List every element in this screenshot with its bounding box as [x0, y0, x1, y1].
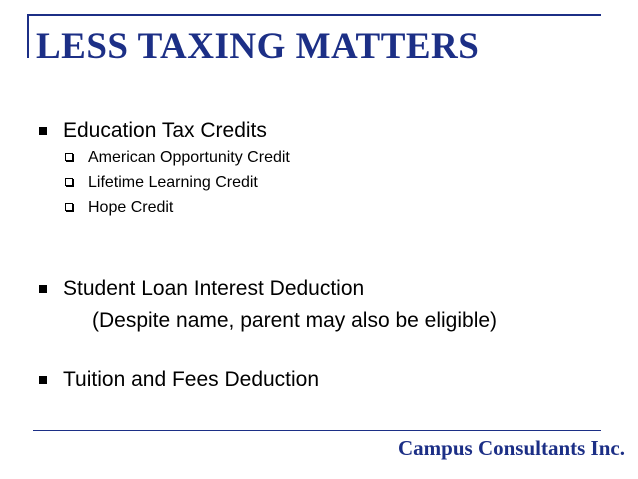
- bottom-rule: [33, 430, 601, 431]
- square-bullet-icon: [39, 376, 47, 384]
- square-bullet-icon: [39, 285, 47, 293]
- sub-item-text: Hope Credit: [88, 199, 174, 216]
- top-rule: [27, 14, 601, 16]
- bullet-text: Education Tax Credits: [63, 119, 267, 142]
- sub-item-text: American Opportunity Credit: [88, 149, 290, 166]
- hollow-square-bullet-icon: [65, 178, 73, 186]
- bullet-note: (Despite name, parent may also be eligible): [92, 309, 498, 332]
- square-bullet-icon: [39, 127, 47, 135]
- hollow-square-bullet-icon: [65, 203, 73, 211]
- side-rule: [27, 14, 29, 58]
- slide-title: LESS TAXING MATTERS: [36, 26, 480, 67]
- bullet-text: Tuition and Fees Deduction: [63, 368, 320, 391]
- company-logo: Campus Consultants Inc.: [398, 436, 625, 460]
- sub-item-text: Lifetime Learning Credit: [88, 174, 258, 191]
- bullet-text: Student Loan Interest Deduction: [63, 277, 365, 300]
- hollow-square-bullet-icon: [65, 153, 73, 161]
